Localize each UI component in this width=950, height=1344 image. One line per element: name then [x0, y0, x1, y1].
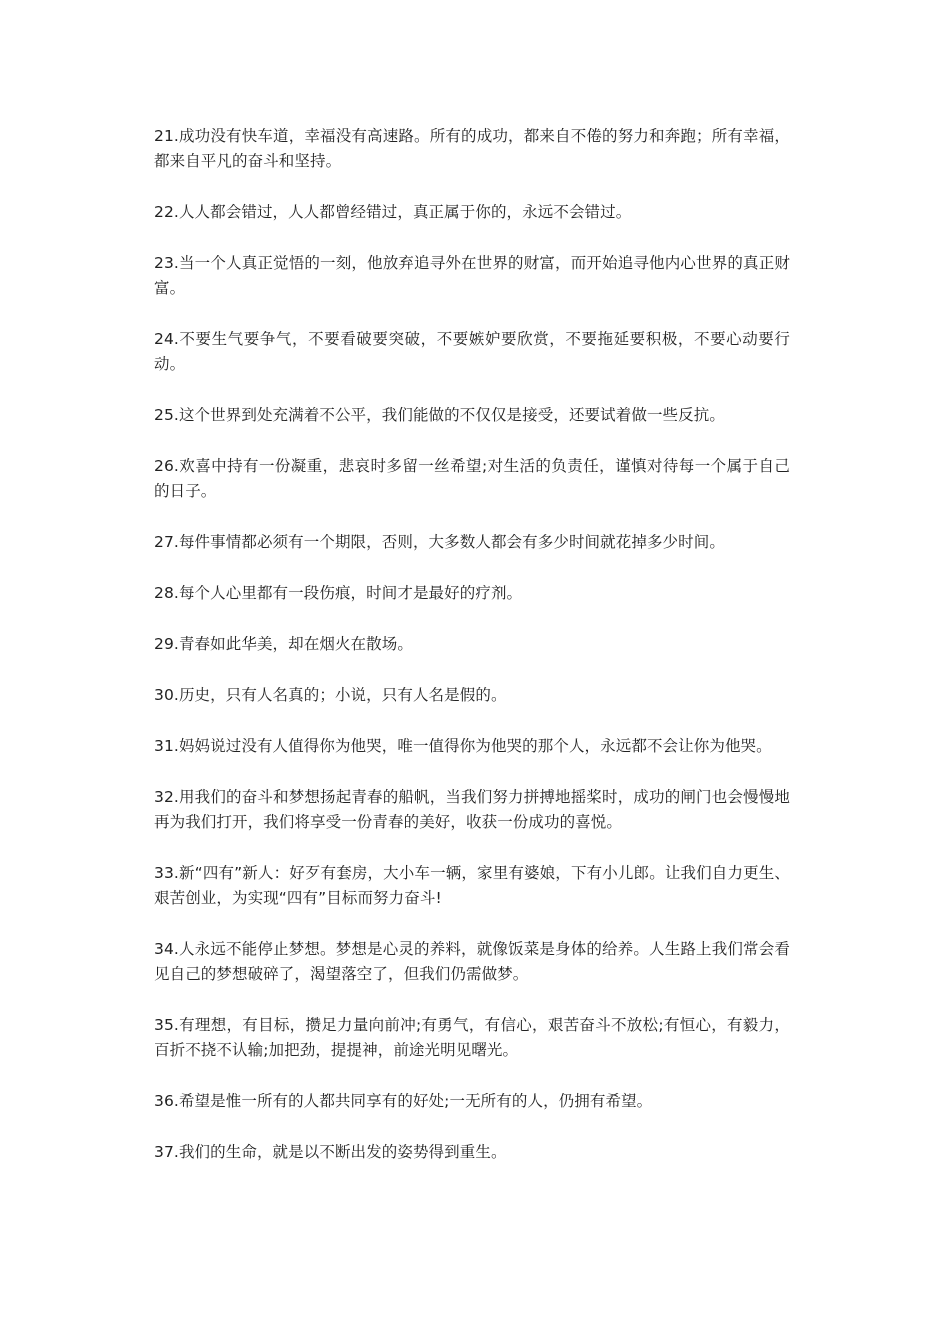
paragraph-31: 31.妈妈说过没有人值得你为他哭，唯一值得你为他哭的那个人，永远都不会让你为他哭。: [154, 737, 772, 755]
paragraph-29: 29.青春如此华美，却在烟火在散场。: [154, 635, 413, 653]
paragraph-36: 36.希望是惟一所有的人都共同享有的好处;一无所有的人，仍拥有希望。: [154, 1092, 653, 1110]
paragraph-26: 26.欢喜中持有一份凝重，悲哀时多留一丝希望;对生活的负责任，谨慎对待每一个属于自己的日子。: [154, 457, 790, 500]
paragraph-21: 21.成功没有快车道，幸福没有高速路。所有的成功，都来自不倦的努力和奔跑；所有幸福，都来自平凡的奋斗和坚持。: [154, 127, 790, 170]
paragraph-22: 22.人人都会错过，人人都曾经错过，真正属于你的，永远不会错过。: [154, 203, 632, 221]
paragraph-24: 24.不要生气要争气，不要看破要突破，不要嫉妒要欣赏，不要拖延要积极，不要心动要行动。: [154, 330, 790, 373]
paragraph-33: 33.新“四有”新人：好歹有套房，大小车一辆，家里有婆娘，下有小儿郎。让我们自力更生、艰苦创业，为实现“四有”目标而努力奋斗!: [154, 864, 790, 907]
paragraph-25: 25.这个世界到处充满着不公平，我们能做的不仅仅是接受，还要试着做一些反抗。: [154, 406, 725, 424]
paragraph-34: 34.人永远不能停止梦想。梦想是心灵的养料，就像饭菜是身体的给养。人生路上我们常会看见自己的梦想破碎了，渴望落空了，但我们仍需做梦。: [154, 940, 790, 983]
paragraph-23: 23.当一个人真正觉悟的一刻，他放弃追寻外在世界的财富，而开始追寻他内心世界的真正财富。: [154, 254, 790, 297]
paragraph-37: 37.我们的生命，就是以不断出发的姿势得到重生。: [154, 1143, 507, 1161]
paragraph-32: 32.用我们的奋斗和梦想扬起青春的船帆，当我们努力拼搏地摇桨时，成功的闸门也会慢慢地再为我们打开，我们将享受一份青春的美好，收获一份成功的喜悦。: [154, 788, 790, 831]
paragraph-30: 30.历史，只有人名真的；小说，只有人名是假的。: [154, 686, 507, 704]
document-page: [154, 124, 790, 1191]
paragraph-28: 28.每个人心里都有一段伤痕，时间才是最好的疗剂。: [154, 584, 523, 602]
paragraph-27: 27.每件事情都必须有一个期限，否则，大多数人都会有多少时间就花掉多少时间。: [154, 533, 725, 551]
paragraph-35: 35.有理想，有目标，攒足力量向前冲;有勇气，有信心，艰苦奋斗不放松;有恒心，有毅力，百折不挠不认输;加把劲，提提神，前途光明见曙光。: [154, 1016, 790, 1059]
